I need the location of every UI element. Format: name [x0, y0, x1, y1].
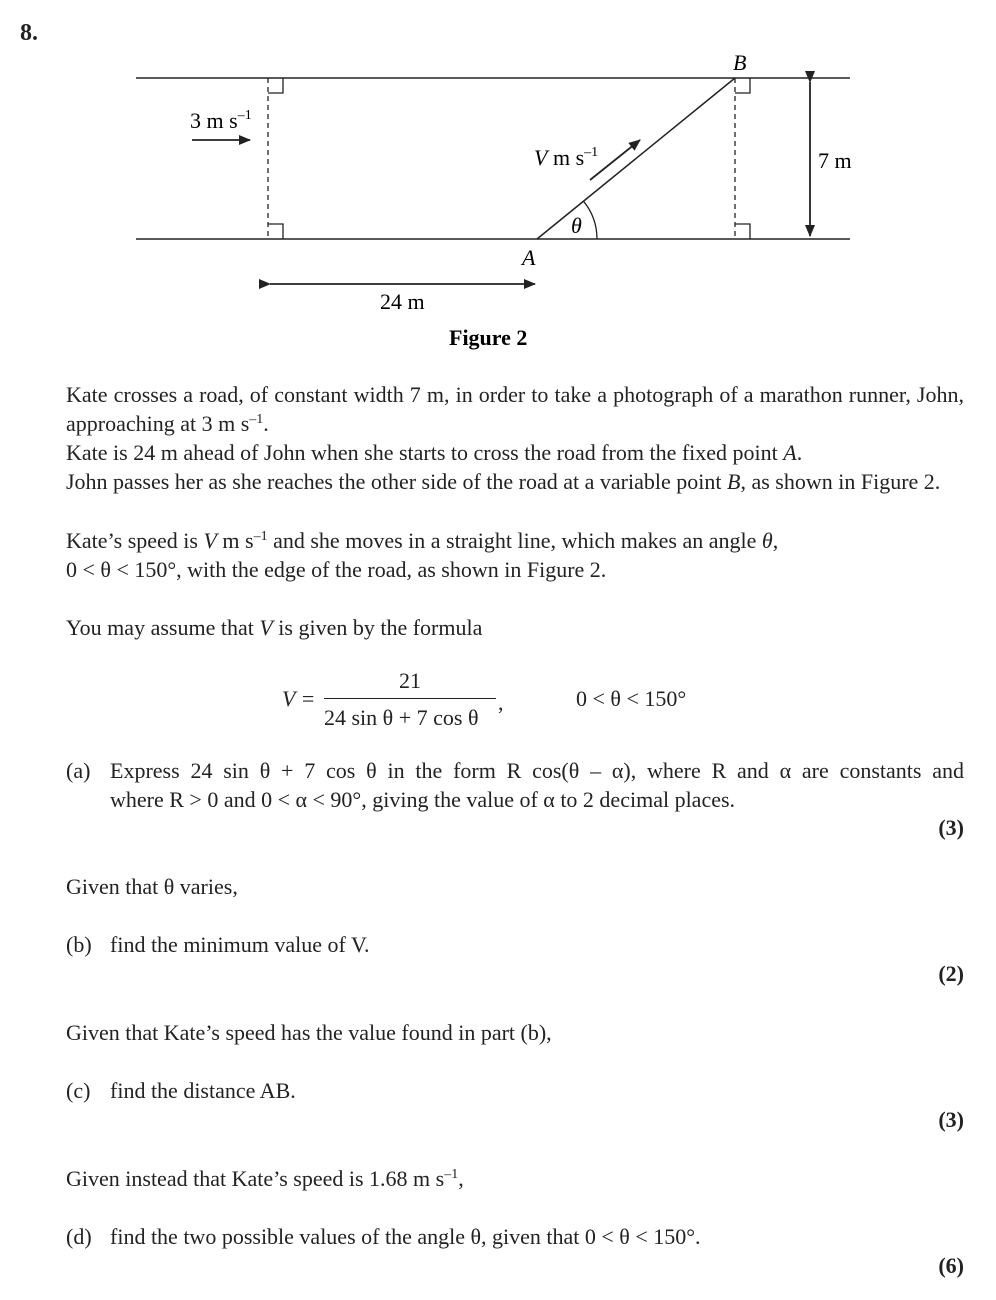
- part-c-label: (c): [66, 1078, 91, 1103]
- part-a-line-1: Express 24 sin θ + 7 cos θ in the form R cos(θ – α), where R and α are constants and: [110, 758, 964, 783]
- right-angle-marker: [268, 78, 283, 93]
- formula-lhs: V =: [282, 686, 316, 711]
- intro-paragraph-2: Kate is 24 m ahead of John when she starts to cross the road from the fixed point A.: [66, 440, 803, 465]
- part-a: [66, 756, 964, 814]
- part-c-text: find the distance AB.: [110, 1078, 296, 1103]
- part-d-text: find the two possible values of the angle θ, given that 0 < θ < 150°.: [110, 1224, 701, 1249]
- part-d: [66, 1222, 964, 1251]
- figure-caption: Figure 2: [449, 325, 528, 350]
- part-d-marks: (6): [938, 1253, 964, 1278]
- part-c: [66, 1076, 964, 1105]
- formula-denominator: 24 sin θ + 7 cos θ: [324, 705, 479, 730]
- question-number: 8.: [20, 20, 38, 46]
- part-d-label: (d): [66, 1224, 92, 1249]
- right-angle-marker: [735, 78, 750, 93]
- intro-paragraph-4: Kate’s speed is V m $s^{-1}$ and she moves in a straight line, which makes an angle θ, 0 < θ < 150°, with the edge of the road, as shown in Figure 2.: [66, 528, 779, 582]
- point-a-label: A: [522, 245, 536, 270]
- part-b-text: find the minimum value of V.: [110, 932, 370, 957]
- right-angle-marker: [268, 224, 283, 239]
- formula-numerator: 21: [399, 668, 421, 693]
- part-c-marks: (3): [938, 1107, 964, 1132]
- formula-range: 0 < θ < 150°: [576, 686, 687, 711]
- point-b-label: B: [733, 50, 747, 75]
- part-a-line-2: where R > 0 and 0 < α < 90°, giving the value of α to 2 decimal places.: [110, 787, 736, 812]
- given-c-text: Given that Kate’s speed has the value found in part (b),: [66, 1020, 552, 1045]
- distance-label: 24 m: [380, 289, 425, 314]
- formula-comma: ,: [498, 690, 504, 715]
- intro-paragraph-3: John passes her as she reaches the other side of the road at a variable point B, as shown in Figure 2.: [66, 469, 941, 494]
- part-b-marks: (2): [938, 961, 964, 986]
- theta-label: θ: [571, 213, 582, 238]
- given-d-text: Given instead that Kate’s speed is 1.68 m $s^{-1}$,: [66, 1166, 464, 1191]
- theta-arc: [584, 201, 598, 239]
- formula-intro: You may assume that V is given by the formula: [66, 615, 483, 640]
- part-a-marks: (3): [938, 815, 964, 840]
- part-b: [66, 930, 964, 959]
- figure-2-diagram: [0, 0, 996, 350]
- part-b-label: (b): [66, 932, 92, 957]
- intro-paragraph-1: Kate crosses a road, of constant width 7 m, in order to take a photograph of a marathon runner, John, approaching at 3 m $s^{-1}$.: [66, 382, 964, 436]
- john-speed-label: 3 m $s^{-1}$: [190, 108, 252, 133]
- part-a-label: (a): [66, 758, 91, 783]
- given-b-text: Given that θ varies,: [66, 874, 238, 899]
- kate-speed-label: V m $s^{-1}$: [534, 145, 599, 170]
- fraction-bar: [324, 698, 496, 699]
- road-width-label: 7 m: [818, 148, 852, 173]
- right-angle-marker: [735, 224, 750, 239]
